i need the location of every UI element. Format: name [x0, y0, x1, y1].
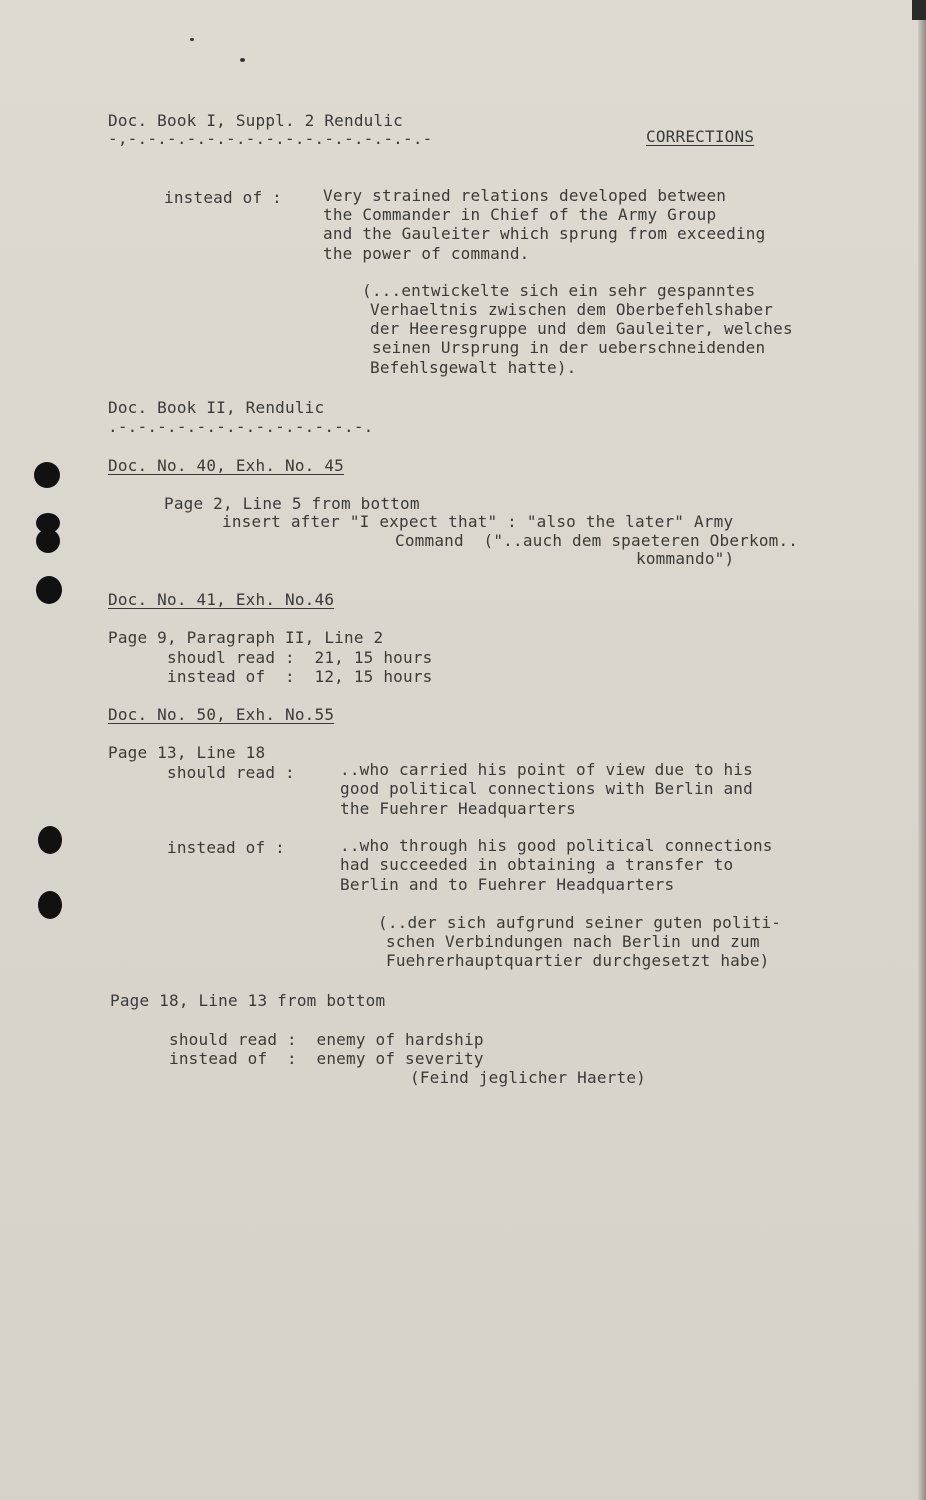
doc-40-line: Command ("..auch dem spaeteren Oberkom.. [395, 531, 799, 550]
german-line: (...entwickelte sich ein sehr gespanntes [362, 281, 756, 300]
speck [190, 38, 194, 41]
doc-40-heading: Doc. No. 40, Exh. No. 45 [108, 456, 344, 475]
doc-41-line: instead of : 12, 15 hours [167, 667, 433, 686]
corrections-title: CORRECTIONS [646, 127, 755, 146]
should-read-line: the Fuehrer Headquarters [340, 799, 576, 818]
page-18-line: instead of : enemy of severity [169, 1049, 484, 1068]
should-read-line: ..who carried his point of view due to his [340, 760, 753, 779]
doc-40-line: Page 2, Line 5 from bottom [164, 494, 420, 513]
german-line: seinen Ursprung in der ueberschneidenden [372, 338, 766, 357]
page-18-heading: Page 18, Line 13 from bottom [110, 991, 386, 1010]
doc-50-page: Page 13, Line 18 [108, 743, 266, 762]
english-line: the Commander in Chief of the Army Group [323, 205, 717, 224]
doc-book-line: Doc. Book I, Suppl. 2 Rendulic [108, 111, 403, 130]
doc-book-ii-rule: .-.-.-.-.-.-.-.-.-.-.-.-.-. [108, 417, 374, 436]
english-line: and the Gauleiter which sprung from exceeding [323, 224, 766, 243]
german-line: schen Verbindungen nach Berlin und zum [386, 932, 760, 951]
german-line: (..der sich aufgrund seiner guten politi- [378, 913, 782, 932]
doc-41-line: shoudl read : 21, 15 hours [167, 648, 433, 667]
instead-of-line: had succeeded in obtaining a transfer to [340, 855, 734, 874]
doc-41-line: Page 9, Paragraph II, Line 2 [108, 628, 384, 647]
should-read-line: good political connections with Berlin and [340, 779, 753, 798]
speck [240, 58, 245, 62]
punch-hole [36, 576, 62, 604]
page-edge [918, 0, 926, 1500]
doc-book-ii-line: Doc. Book II, Rendulic [108, 398, 325, 417]
punch-hole [36, 529, 60, 553]
instead-of-line: ..who through his good political connections [340, 836, 773, 855]
page-18-line: should read : enemy of hardship [169, 1030, 484, 1049]
german-line: der Heeresgruppe und dem Gauleiter, welches [370, 319, 793, 338]
doc-book-rule: -,-.-.-.-.-.-.-.-.-.-.-.-.-.-.-.- [108, 129, 433, 148]
instead-of-line: Berlin and to Fuehrer Headquarters [340, 875, 675, 894]
doc-41-heading: Doc. No. 41, Exh. No.46 [108, 590, 335, 609]
english-line: Very strained relations developed between [323, 186, 727, 205]
instead-of-label: instead of : [164, 188, 282, 207]
instead-of-label: instead of : [167, 838, 285, 857]
page-18-line: (Feind jeglicher Haerte) [410, 1068, 646, 1087]
punch-hole [38, 891, 62, 919]
punch-hole [38, 826, 62, 854]
german-line: Verhaeltnis zwischen dem Oberbefehlshaber [370, 300, 774, 319]
english-line: the power of command. [323, 244, 530, 263]
doc-40-line: insert after "I expect that" : "also the later" Army [222, 512, 734, 531]
punch-hole [34, 462, 60, 488]
german-line: Befehlsgewalt hatte). [370, 358, 577, 377]
should-read-label: should read : [167, 763, 295, 782]
doc-50-heading: Doc. No. 50, Exh. No.55 [108, 705, 335, 724]
doc-40-line: kommando") [636, 549, 735, 568]
german-line: Fuehrerhauptquartier durchgesetzt habe) [386, 951, 770, 970]
corner-mark [912, 0, 926, 20]
